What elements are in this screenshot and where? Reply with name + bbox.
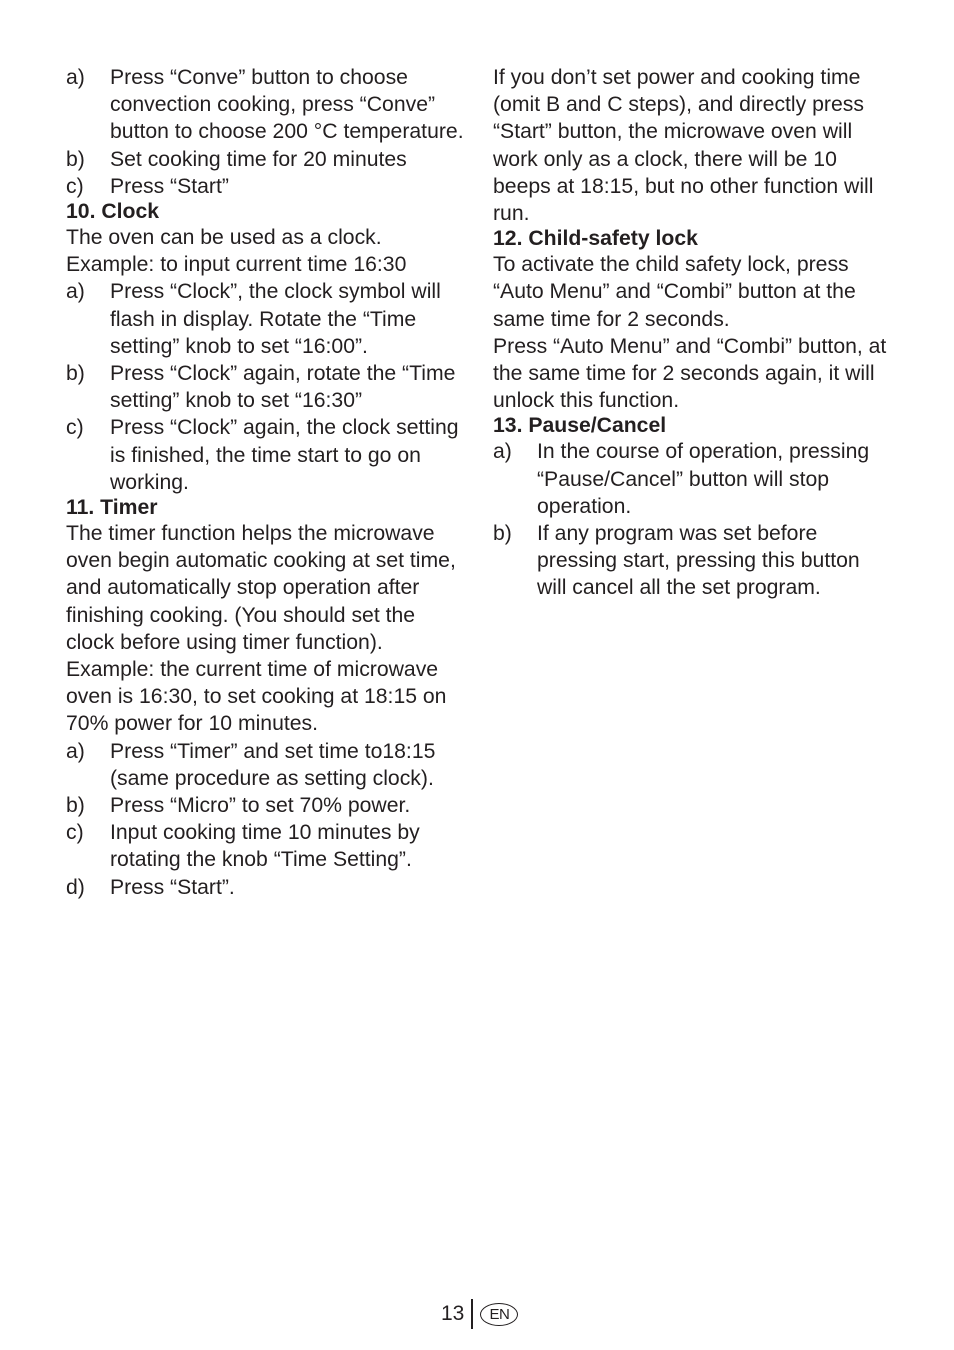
list-text: Press “Clock”, the clock symbol will flash in display. Rotate the “Time setting” knob to set “16:00”.: [110, 280, 441, 358]
list-item: [66, 414, 466, 496]
child-lock-unlock: Press “Auto Menu” and “Combi” button, at the same time for 2 seconds again, it will unlock this function.: [493, 334, 887, 413]
list-item: [66, 819, 466, 873]
timer-paragraph: The timer function helps the microwave oven begin automatic cooking at set time, and automatically stop operation after finishing cooking. (You should set the clock before using timer function).: [66, 522, 456, 654]
list-item: [66, 360, 466, 414]
list-item: [66, 146, 466, 173]
list-item: [66, 738, 466, 792]
child-lock-activate: To activate the child safety lock, press “Auto Menu” and “Combi” button at the same time for 2 seconds.: [493, 253, 856, 331]
list-label: a): [66, 739, 85, 763]
list-item: [493, 520, 893, 602]
list-item: [66, 278, 466, 360]
list-item: [66, 874, 466, 901]
list-label: b): [493, 522, 512, 546]
timer-example: Example: the current time of microwave oven is 16:30, to set cooking at 18:15 on 70% power for 10 minutes.: [66, 658, 447, 736]
list-label: b): [66, 147, 85, 171]
list-text: Press “Timer” and set time to18:15 (same procedure as setting clock).: [110, 739, 436, 790]
list-label: d): [66, 875, 85, 899]
language-badge: EN: [480, 1303, 518, 1326]
list-label: c): [66, 174, 84, 198]
list-label: a): [66, 280, 85, 304]
clock-paragraph: The oven can be used as a clock.: [66, 226, 382, 250]
list-text: Press “Clock” again, rotate the “Time setting” knob to set “16:30”: [110, 362, 456, 413]
timer-note-paragraph: If you don’t set power and cooking time (omit B and C steps), and directly press “Start” button, the microwave oven will work only as a clock, there will be 10 beeps at 18:15, but no other function will run.: [493, 66, 874, 226]
list-item: [66, 792, 466, 819]
list-text: Input cooking time 10 minutes by rotating the knob “Time Setting”.: [110, 821, 420, 872]
section-heading-timer: 11. Timer: [66, 496, 158, 520]
list-text: Press “Start”.: [110, 875, 235, 899]
list-label: c): [66, 821, 84, 845]
list-item: [493, 438, 893, 520]
list-text: If any program was set before pressing start, pressing this button will cancel all the set program.: [537, 522, 860, 600]
right-column: [493, 64, 893, 602]
list-text: Press “Start”: [110, 174, 229, 198]
list-text: Press “Conve” button to choose convection cooking, press “Conve” button to choose 200 °C temperature.: [110, 66, 464, 144]
list-item: [66, 64, 466, 146]
list-label: b): [66, 794, 85, 818]
list-label: b): [66, 362, 85, 386]
list-text: Press “Micro” to set 70% power.: [110, 794, 411, 818]
list-text: In the course of operation, pressing “Pause/Cancel” button will stop operation.: [537, 440, 870, 518]
clock-example: Example: to input current time 16:30: [66, 253, 407, 277]
left-column: [66, 64, 466, 901]
list-item: [66, 173, 466, 200]
page-number: 13: [441, 1302, 465, 1325]
section-heading-child-lock: 12. Child-safety lock: [493, 227, 698, 251]
list-label: a): [493, 440, 512, 464]
footer-divider: [471, 1299, 473, 1329]
section-heading-clock: 10. Clock: [66, 200, 160, 224]
page-footer: [441, 1298, 518, 1330]
list-text: Set cooking time for 20 minutes: [110, 147, 407, 171]
list-label: c): [66, 416, 84, 440]
list-label: a): [66, 66, 85, 89]
list-text: Press “Clock” again, the clock setting is finished, the time start to go on working.: [110, 416, 459, 494]
section-heading-pause: 13. Pause/Cancel: [493, 414, 667, 438]
